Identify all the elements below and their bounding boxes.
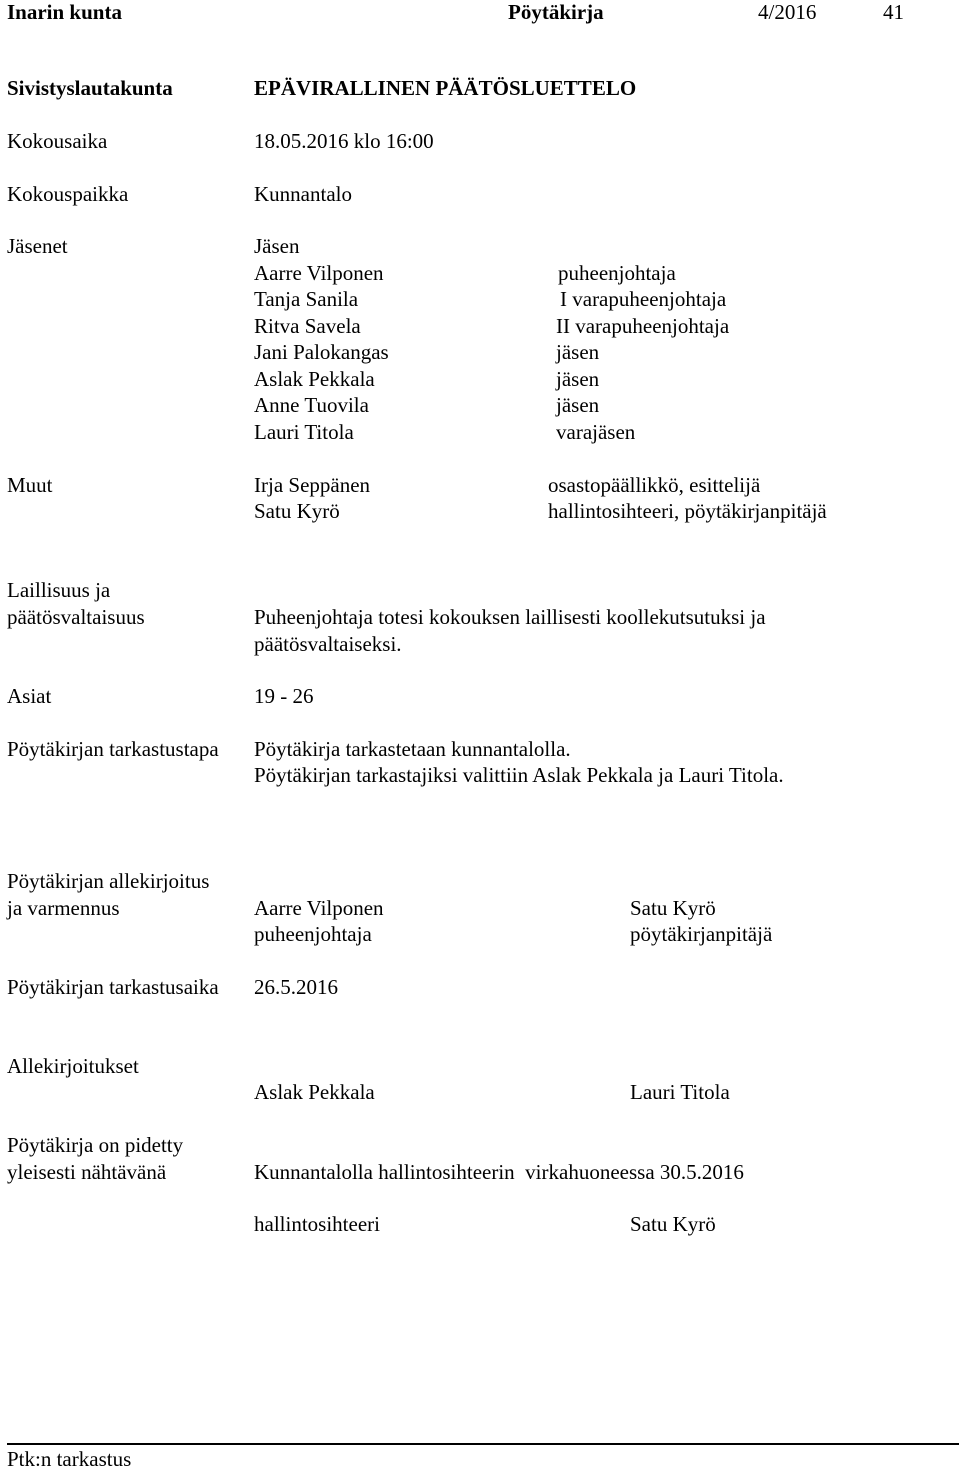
review-time-value: 26.5.2016 [254,975,338,999]
signatures-label: Allekirjoitukset [7,1054,139,1078]
member-role: varajäsen [556,420,636,444]
members-column-header: Jäsen [254,234,300,258]
signature-name-2: Lauri Titola [630,1080,730,1104]
member-name: Tanja Sanila [254,287,359,311]
review-time-label: Pöytäkirjan tarkastusaika [7,975,219,999]
member-role: puheenjohtaja [558,261,676,285]
signing-label-line2: ja varmennus [7,896,120,920]
member-name: Aarre Vilponen [254,261,384,285]
public-display-name: Satu Kyrö [630,1212,716,1236]
list-title: EPÄVIRALLINEN PÄÄTÖSLUETTELO [254,76,637,100]
meeting-time-value: 18.05.2016 klo 16:00 [254,129,434,153]
public-display-label-line1: Pöytäkirja on pidetty [7,1133,184,1157]
signer1-name: Aarre Vilponen [254,896,384,920]
meeting-place-value: Kunnantalo [254,182,352,206]
public-display-text: Kunnantalolla hallintosihteerin virkahuoneessa 30.5.2016 [254,1160,744,1184]
legality-text-line2: päätösvaltaiseksi. [254,632,402,656]
member-role: jäsen [556,367,600,391]
footer-rule [7,1443,959,1445]
public-display-role: hallintosihteeri [254,1212,380,1236]
review-method-label: Pöytäkirjan tarkastustapa [7,737,219,761]
member-name: Lauri Titola [254,420,354,444]
other-name: Irja Seppänen [254,473,371,497]
document-type: Pöytäkirja [508,0,604,24]
review-method-line2: Pöytäkirjan tarkastajiksi valittiin Aslak Pekkala ja Lauri Titola. [254,763,784,787]
municipality-name: Inarin kunta [7,0,122,24]
signer2-role: pöytäkirjanpitäjä [630,922,773,946]
other-role: osastopäällikkö, esittelijä [548,473,761,497]
public-display-label-line2: yleisesti nähtävänä [7,1160,167,1184]
member-role: jäsen [556,340,600,364]
items-value: 19 - 26 [254,684,314,708]
legality-label-line2: päätösvaltaisuus [7,605,145,629]
member-role: II varapuheenjohtaja [556,314,730,338]
meeting-place-label: Kokouspaikka [7,182,129,206]
other-role: hallintosihteeri, pöytäkirjanpitäjä [548,499,827,523]
meeting-time-label: Kokousaika [7,129,108,153]
member-name: Anne Tuovila [254,393,369,417]
members-label: Jäsenet [7,234,68,258]
others-label: Muut [7,473,53,497]
member-name: Aslak Pekkala [254,367,375,391]
legality-label-line1: Laillisuus ja [7,578,111,602]
member-role: jäsen [556,393,600,417]
legality-text-line1: Puheenjohtaja totesi kokouksen laillisesti koollekutsutuksi ja [254,605,766,629]
other-name: Satu Kyrö [254,499,340,523]
signer2-name: Satu Kyrö [630,896,716,920]
footer-label: Ptk:n tarkastus [7,1447,132,1471]
review-method-line1: Pöytäkirja tarkastetaan kunnantalolla. [254,737,571,761]
page-number: 41 [883,0,904,24]
member-role: I varapuheenjohtaja [560,287,727,311]
committee-name: Sivistyslautakunta [7,76,173,100]
member-name: Ritva Savela [254,314,361,338]
signer1-role: puheenjohtaja [254,922,372,946]
items-label: Asiat [7,684,52,708]
member-name: Jani Palokangas [254,340,389,364]
meeting-number: 4/2016 [758,0,817,24]
signature-name-1: Aslak Pekkala [254,1080,375,1104]
signing-label-line1: Pöytäkirjan allekirjoitus [7,869,210,893]
